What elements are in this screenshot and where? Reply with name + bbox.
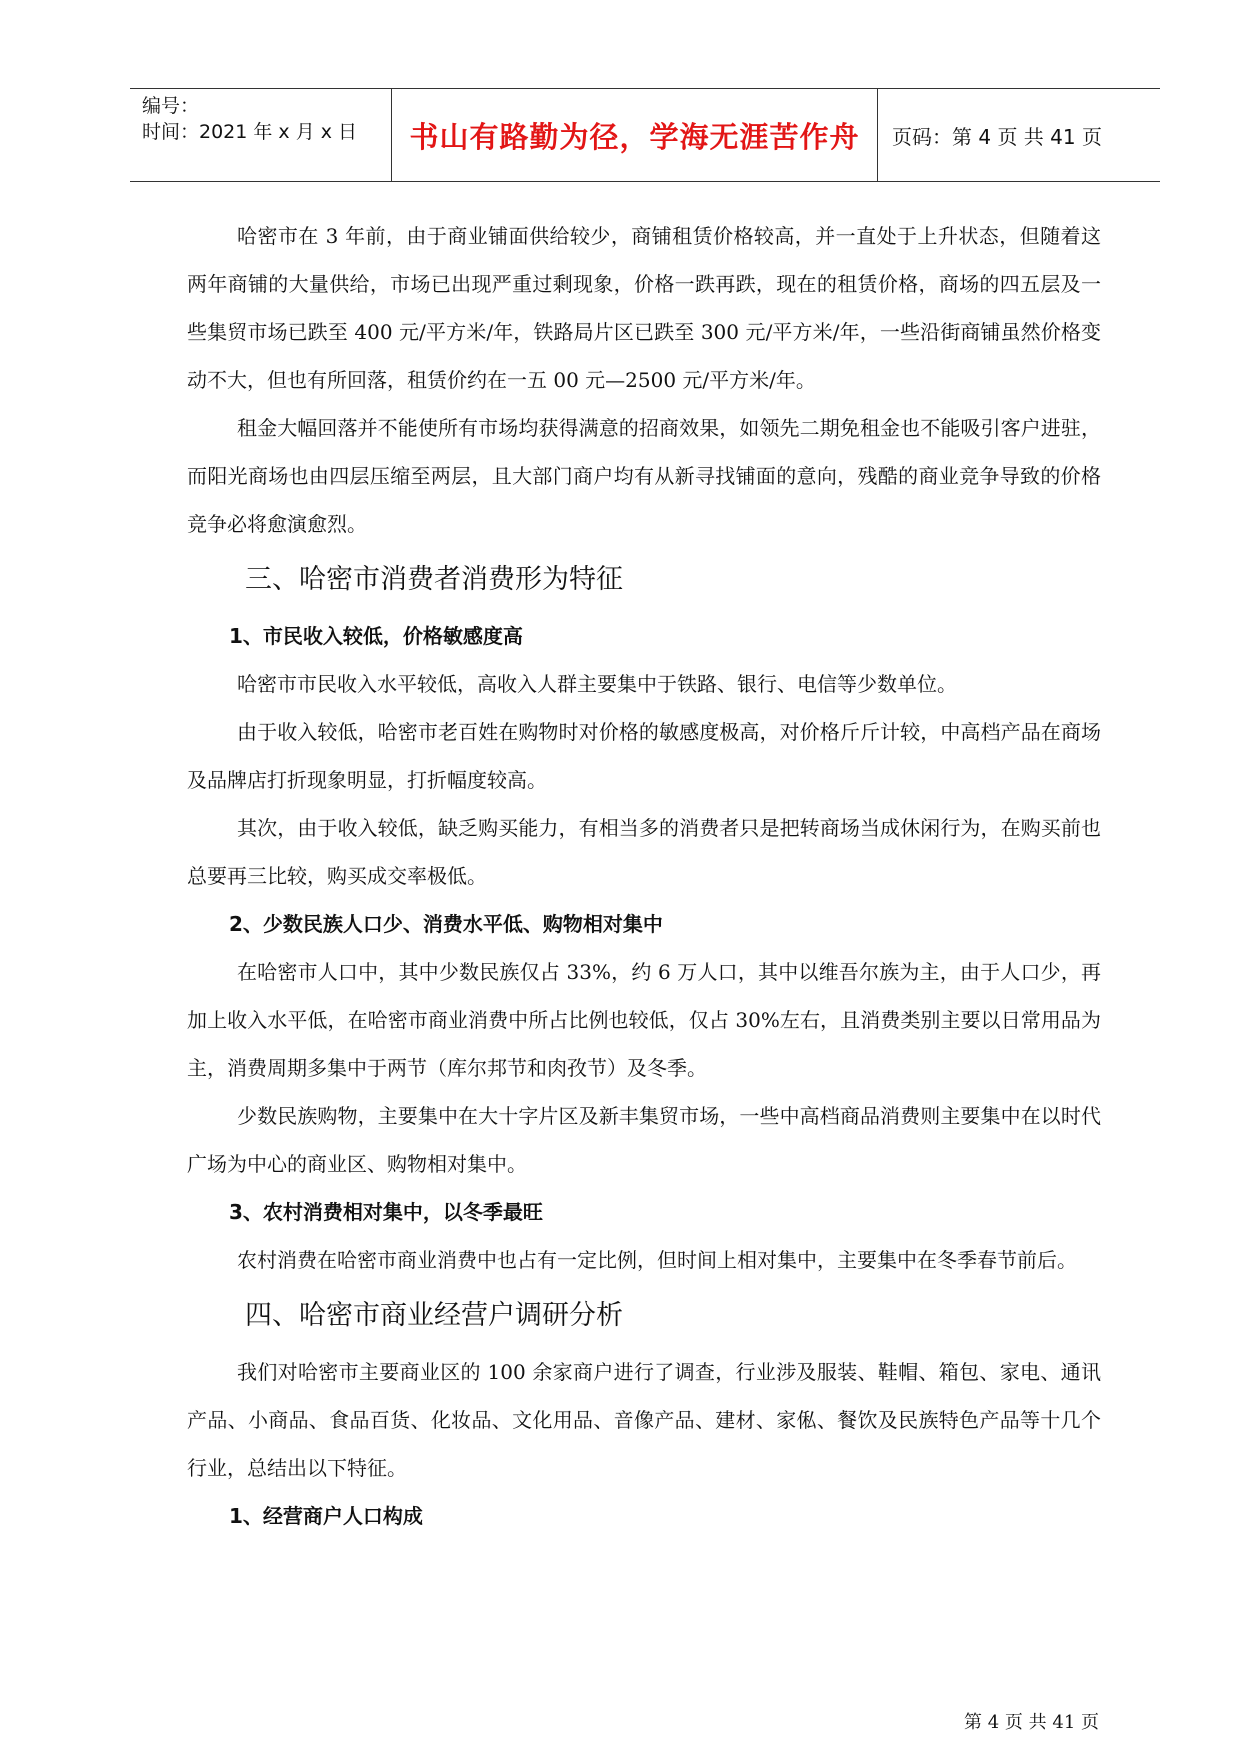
page-footer: 第 4 页 共 41 页 bbox=[964, 1712, 1099, 1733]
subsection-heading: 1、经营商户人口构成 bbox=[229, 1504, 423, 1528]
section-heading: 三、哈密市消费者消费形为特征 bbox=[245, 564, 623, 595]
subsection-heading: 1、市民收入较低，价格敏感度高 bbox=[229, 624, 523, 648]
header-motto: 书山有路勤为径，学海无涯苦作舟 bbox=[409, 119, 860, 154]
paragraph: 少数民族购物，主要集中在大十字片区及新丰集贸市场，一些中高档商品消费则主要集中在以时代广场为中心的商业区、购物相对集中。 bbox=[187, 1104, 1101, 1176]
paragraph: 租金大幅回落并不能使所有市场均获得满意的招商效果，如领先二期免租金也不能吸引客户进驻，而阳光商场也由四层压缩至两层，且大部门商户均有从新寻找铺面的意向，残酷的商业竞争导致的价格竞争必将愈演愈烈。 bbox=[187, 416, 1101, 536]
paragraph: 农村消费在哈密市商业消费中也占有一定比例，但时间上相对集中，主要集中在冬季春节前后。 bbox=[237, 1248, 1077, 1272]
page-header bbox=[130, 88, 1160, 182]
paragraph: 其次，由于收入较低，缺乏购买能力，有相当多的消费者只是把转商场当成休闲行为，在购买前也总要再三比较，购买成交率极低。 bbox=[187, 816, 1101, 888]
paragraph: 在哈密市人口中，其中少数民族仅占 33%，约 6 万人口，其中以维吾尔族为主，由于人口少，再加上收入水平低，在哈密市商业消费中所占比例也较低，仅占 30%左右，且消费类别主要以日常用品为主，消费周期多集中于两节（库尔邦节和肉孜节）及冬季。 bbox=[187, 960, 1101, 1080]
document-number-label: 编号： bbox=[142, 95, 200, 117]
document-body bbox=[187, 212, 1101, 1540]
paragraph: 由于收入较低，哈密市老百姓在购物时对价格的敏感度极高，对价格斤斤计较，中高档产品在商场及品牌店打折现象明显，打折幅度较高。 bbox=[187, 720, 1101, 792]
header-info bbox=[142, 89, 382, 185]
subsection-heading: 2、少数民族人口少、消费水平低、购物相对集中 bbox=[229, 912, 663, 936]
section-heading: 四、哈密市商业经营户调研分析 bbox=[245, 1300, 623, 1331]
paragraph: 哈密市在 3 年前，由于商业铺面供给较少，商铺租赁价格较高，并一直处于上升状态，但随着这两年商铺的大量供给，市场已出现严重过剩现象，价格一跌再跌，现在的租赁价格，商场的四五层及一些集贸市场已跌至 400 元/平方米/年，铁路局片区已跌至 300 元/平方米/年，一些沿街商铺虽然价格变动不大，但也有所回落，租赁价约在一五 00 元—2500 元/平方米/年。 bbox=[187, 224, 1101, 392]
subsection-heading: 3、农村消费相对集中，以冬季最旺 bbox=[229, 1200, 543, 1224]
paragraph: 哈密市市民收入水平较低，高收入人群主要集中于铁路、银行、电信等少数单位。 bbox=[237, 672, 957, 696]
header-motto-cell bbox=[391, 89, 878, 181]
document-time-label: 时间：2021 年 x 月 x 日 bbox=[142, 121, 358, 143]
paragraph: 我们对哈密市主要商业区的 100 余家商户进行了调查，行业涉及服装、鞋帽、箱包、家电、通讯产品、小商品、食品百货、化妆品、文化用品、音像产品、建材、家俬、餐饮及民族特色产品等十几个行业，总结出以下特征。 bbox=[187, 1360, 1101, 1480]
header-page-code: 页码：第 4 页 共 41 页 bbox=[892, 124, 1102, 149]
